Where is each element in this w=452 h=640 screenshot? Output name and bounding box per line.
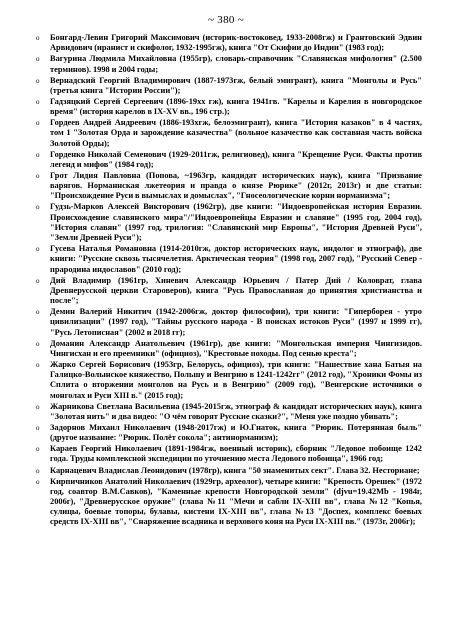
bibliography-entry xyxy=(30,466,422,476)
bibliography-entry xyxy=(30,444,422,464)
bullet-icon: o xyxy=(36,150,40,159)
bibliography-entry xyxy=(30,402,422,422)
bullet-icon: o xyxy=(36,55,40,64)
entry-text: Гадзяцкий Сергей Сергеевич (1896-19хх гж), книга 1941гв. "Карелы и Карелия в новгородское время" (история карелов в IX-XV вв., 196 стр.); xyxy=(50,96,422,117)
bibliography-entry xyxy=(30,276,422,307)
bullet-icon: o xyxy=(36,171,40,180)
entry-text: Задорнов Михаил Николаевич (1948-2017гж) и Ю.Гнаток, книга "Рюрик. Потерянная быль" (другое название: "Рюрик. Полёт сокола"; антинорманизм); xyxy=(50,422,422,443)
bullet-icon: o xyxy=(36,119,40,128)
entry-text: Жарникова Светлана Васильевна (1945-2015гж, этнограф & кандидат исторических наук), книга "Золотая нить" и два видео: "О чём говорят Русские сказки?", "Меня уже поздно убивать"; xyxy=(50,401,422,421)
bullet-icon: o xyxy=(36,466,40,475)
bullet-icon: o xyxy=(36,276,40,285)
bullet-icon: o xyxy=(36,34,40,42)
bullet-icon: o xyxy=(36,402,40,411)
entry-text: Вагурина Людмила Михайловна (1955гр), словарь-справочник "Славянская мифология" (2.500 терминов). 1998 и 2004 годы; xyxy=(50,54,422,74)
bullet-icon: o xyxy=(36,97,40,106)
bibliography-entry xyxy=(30,244,422,275)
bibliography-entry xyxy=(30,307,422,338)
entry-text: Грот Лидия Павловна (Попова, ~1963гр, кандидат исторических наук), книга "Призвание варягов. Норманнская лжетеория и правда о князе Рюрике" (2012г, 2013г) и две статьи: "Происхождение Руси в вымыслах и домыслах", "Гносеологические корни норманизма"; xyxy=(50,170,422,201)
bibliography-entry xyxy=(30,202,422,243)
bullet-icon: o xyxy=(36,308,40,317)
bibliography-entry xyxy=(30,150,422,170)
bibliography-entry xyxy=(30,360,422,401)
bibliography-entry xyxy=(30,54,422,74)
entry-text: Гордеев Андрей Андреевич (1886-193хгж, белоэмигрант), книга "История казаков" в 4 частях, том 1 "Золотая Орда и зарождение казачества" (вольное казачество как составная часть войска Золотой Орды); xyxy=(50,118,422,148)
bibliography-entry xyxy=(30,171,422,202)
bibliography-entry xyxy=(30,97,422,117)
entry-text: Гудзь-Марков Алексей Викторович (1962гр), две книги: "Индоевропейская история Евразии. Происхождение славянского мира"/"Индоевропейцы Евразии и славяне" (1995 год, 2004 год), "История славян" (1997 год, трилогия: "Славянский мир Европы", "История Древней Руси", "Земли Древней Руси"); xyxy=(50,202,422,243)
bibliography-entry xyxy=(30,76,422,96)
bibliography-entry xyxy=(30,423,422,443)
entry-text: Жарко Сергей Борисович (1953гр, Белорусь, официоз), три книги: "Нашествие хана Батыя на Галицко-Волынское княжество, Польшу и Венгрию в 1241-1242гг" (2012 год), "Хроники Фомы из Сплита о вторжении монголов на Русь и в Венгрию" (2009 год), "Венгерские источники о монголах и Руси XIII в." (2015 год); xyxy=(50,359,422,400)
bullet-icon: o xyxy=(36,360,40,369)
bibliography-entry xyxy=(30,339,422,359)
entry-text: Дий Владимир (1961гр, Хиневич Александр Юрьевич / Патер Дий / Коловрат, глава Древнерусской церкви Староверов), книга "Русь Православная до принятия христианства и после"; xyxy=(50,275,422,306)
bibliography-entry xyxy=(30,477,422,528)
bullet-icon: o xyxy=(36,203,40,212)
bullet-icon: o xyxy=(36,76,40,85)
entry-text: Бонгард-Левин Григорий Максимович (историк-востоковед, 1933-2008гж) и Грантовский Эдвин Арвидович (иранист и скифолог, 1932-1995гж), книга "От Скифии до Индии" (1983 год); xyxy=(50,33,422,53)
bibliography-entry xyxy=(30,33,422,53)
bullet-icon: o xyxy=(36,477,40,486)
bibliography-list xyxy=(30,33,422,528)
entry-text: Кирпичников Анатолий Николаевич (1929гр, археолог), четыре книги: "Крепость Орешек" (1972 год, соавтор В.М.Савков), "Каменные крепости Новгородской земли" (djvu=19.42Mb - 1984г, 2006г), "Древнерусское оружие" (глава №11 "Мечи и сабли IX-XIII вв", глава №12 "Копья, сулицы, боевые топоры, булавы, кистени IX-XIII вв", глава №13 "Доспех, комплекс боевых средств IX-XIII вв", "Снаряжение всадника и верхового коня на Руси IX-XIII вв." (1973г, 2006г); xyxy=(50,476,422,527)
bullet-icon: o xyxy=(36,445,40,454)
entry-text: Караев Георгий Николаевич (1891-1984гж, военный историк), сборник "Ледовое побоище 1242 года. Труды комплексной экспедиции по уточнению места Ледового побоища", 1966 год; xyxy=(50,444,422,464)
bullet-icon: o xyxy=(36,423,40,432)
bullet-icon: o xyxy=(36,245,40,254)
entry-text: Вернадский Георгий Владимирович (1887-1973гж, белый эмигрант), книга "Монголы и Русь" (третья книга "Истории России"); xyxy=(50,75,422,95)
entry-text: Демин Валерий Никитич (1942-2006гж, доктор философии), три книги: "Гиперборея - утро цивилизации" (1997 год), "Тайны русского народа - В поисках истоков Руси" (1997 и 1999 гг), "Русь Летописная" (2002 и 2018 гг); xyxy=(50,307,422,337)
page-number: ~ 380 ~ xyxy=(207,14,244,26)
entry-text: Гусева Наталья Романовна (1914-2010гж, доктор исторических наук, индолог и этнограф), две книги: "Русские сквозь тысячелетия. Арктическая теория" (1998 год, 2007 год), "Русский Север - прародина индославов" (2010 год); xyxy=(50,244,422,274)
bibliography-entry xyxy=(30,118,422,149)
entry-text: Карнацевич Владислав Леонидович (1978гр), книга "50 знаменитых сект". Глава 32. Несториане; xyxy=(50,465,420,475)
entry-text: Горденко Николай Семенович (1929-2011гж, религиовед), книга "Крещение Руси. Факты против легенд и мифов" (1984 год); xyxy=(50,149,422,169)
bullet-icon: o xyxy=(36,339,40,348)
entry-text: Доманин Александр Анатольевич (1961гр), две книги: "Монгольская империя Чингизидов. Чингисхан и его преемники" (официоз), "Крестовые походы. Под сенью креста"; xyxy=(50,338,422,358)
